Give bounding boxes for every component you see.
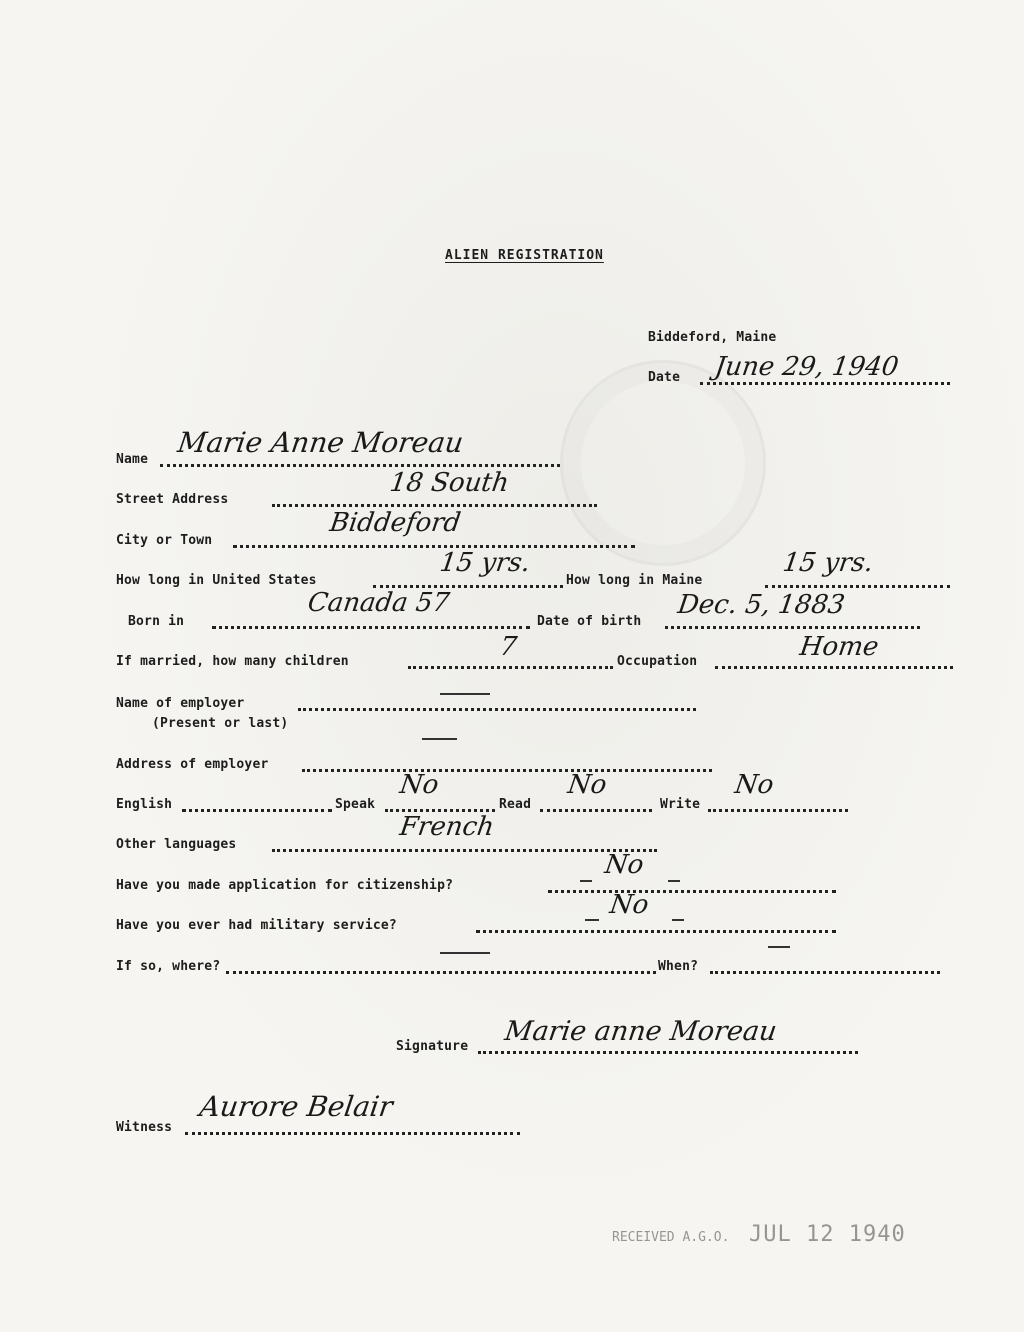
children-entry: 7 (497, 632, 519, 662)
date-dots (700, 382, 950, 385)
signature-entry: Marie anne Moreau (502, 1016, 779, 1047)
read-dots (540, 809, 652, 812)
where-dash (440, 952, 490, 954)
employer-address-dots (302, 769, 712, 772)
dob-dots (665, 626, 920, 629)
write-dots (708, 809, 848, 812)
how-long-us-label: How long in United States (116, 573, 317, 588)
write-label: Write (660, 797, 701, 812)
read-label: Read (499, 797, 532, 812)
place-label: Biddeford, Maine (648, 330, 777, 345)
employer-sub-label: (Present or last) (152, 716, 289, 731)
name-dots (160, 464, 560, 467)
citizenship-dots (548, 890, 836, 893)
city-label: City or Town (116, 533, 213, 548)
dob-entry: Dec. 5, 1883 (675, 590, 847, 620)
when-label: When? (658, 959, 699, 974)
other-languages-entry: French (397, 812, 497, 842)
how-long-maine-entry: 15 yrs. (780, 548, 876, 578)
street-label: Street Address (116, 492, 229, 507)
employer-address-label: Address of employer (116, 757, 269, 772)
employer-address-dash (422, 738, 457, 740)
how-long-us-entry: 15 yrs. (437, 548, 533, 578)
stamp-date-text: JUL 12 1940 (749, 1222, 906, 1247)
speak-label: Speak (335, 797, 376, 812)
military-entry: No (607, 890, 651, 920)
when-dots (710, 971, 940, 974)
stamp-received-text: RECEIVED A.G.O. (612, 1230, 730, 1245)
occupation-entry: Home (797, 632, 881, 662)
form-title: ALIEN REGISTRATION (445, 248, 604, 263)
citizenship-dash-right (668, 880, 680, 882)
citizenship-entry: No (602, 850, 646, 880)
where-dots (226, 971, 656, 974)
other-languages-dots (272, 849, 657, 852)
city-entry: Biddeford (327, 508, 463, 538)
faded-seal-watermark (560, 360, 766, 566)
dob-label: Date of birth (537, 614, 642, 629)
name-entry: Marie Anne Moreau (175, 426, 466, 459)
how-long-maine-dots (765, 585, 950, 588)
received-stamp (612, 1222, 906, 1247)
read-entry: No (565, 770, 609, 800)
street-entry: 18 South (387, 468, 511, 498)
employer-label: Name of employer (116, 696, 245, 711)
citizenship-label: Have you made application for citizenship? (116, 878, 454, 893)
street-dots (272, 504, 597, 507)
military-dash-right (672, 919, 684, 921)
witness-label: Witness (116, 1120, 173, 1135)
military-dash-left (585, 919, 599, 921)
occupation-label: Occupation (617, 654, 698, 669)
employer-dash (440, 693, 490, 695)
when-dash (768, 946, 790, 948)
speak-entry: No (397, 770, 441, 800)
military-label: Have you ever had military service? (116, 918, 397, 933)
occupation-dots (715, 666, 953, 669)
city-dots (233, 545, 635, 548)
english-dots (182, 809, 332, 812)
name-label: Name (116, 452, 149, 467)
children-dots (408, 666, 613, 669)
signature-dots (478, 1051, 858, 1054)
how-long-maine-label: How long in Maine (566, 573, 703, 588)
military-dots (476, 930, 836, 933)
born-in-label: Born in (128, 614, 185, 629)
employer-dots (298, 708, 696, 711)
english-label: English (116, 797, 173, 812)
citizenship-dash-left (580, 880, 592, 882)
other-languages-label: Other languages (116, 837, 237, 852)
children-label: If married, how many children (116, 654, 349, 669)
date-label: Date (648, 370, 681, 385)
signature-label: Signature (396, 1039, 469, 1054)
write-entry: No (732, 770, 776, 800)
witness-dots (185, 1132, 520, 1135)
where-label: If so, where? (116, 959, 221, 974)
date-entry: June 29, 1940 (712, 352, 901, 382)
witness-entry: Aurore Belair (197, 1090, 395, 1123)
born-in-entry: Canada 57 (305, 588, 452, 618)
born-in-dots (212, 626, 530, 629)
